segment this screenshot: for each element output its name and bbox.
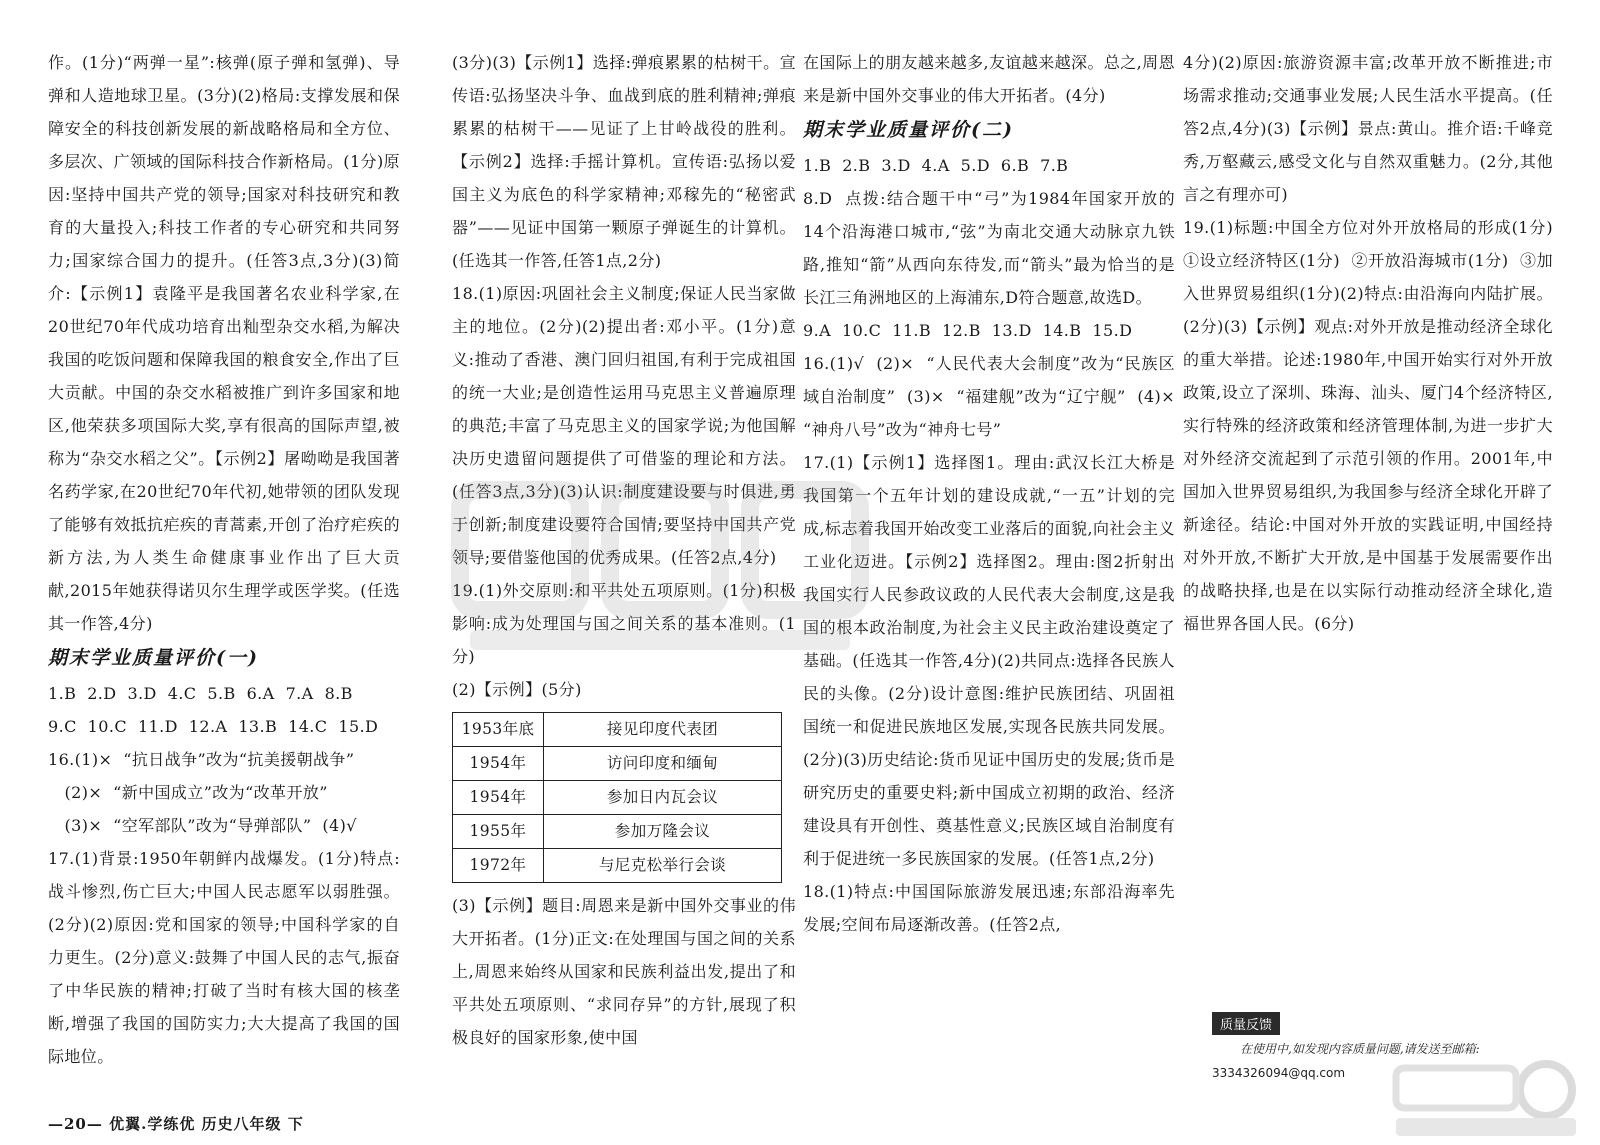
answer-line: (2)【示例】(5分) xyxy=(452,680,582,699)
feedback-label: 质量反馈 xyxy=(1212,1012,1280,1035)
table-row xyxy=(453,781,782,815)
answer-text: 18.(1)特点:中国国际旅游发展迅速;东部沿海率先发展;空间布局逐渐改善。(任答2点, xyxy=(803,882,1175,934)
answer-line: (2)× “新中国成立”改为“改革开放” xyxy=(48,783,328,802)
table-cell: 访问印度和缅甸 xyxy=(544,747,782,781)
column-4 xyxy=(1183,46,1564,640)
answer-text: 在国际上的朋友越来越多,友谊越来越深。总之,周恩来是新中国外交事业的伟大开拓者。(4分) xyxy=(803,53,1175,105)
answer-text: 19.(1)标题:中国全方位对外开放格局的形成(1分) ①设立经济特区(1分) ②开放沿海城市(1分) ③加入世界贸易组织(1分)(2)特点:由沿海向内陆扩展。(2分)(3)【示例】观点:对外开放是推动经济全球化的重大举措。论述:1980年,中国开始实行对外开放政策,设立了深圳、珠海、汕头、厦门4个经济特区,实行特殊的经济政策和经济管理体制,为进一步扩大对外经济交流起到了示范引领的作用。2001年,中国加入世界贸易组织,为我国参与经济全球化开辟了新途径。结论:中国对外开放的实践证明,中国经持对外开放,不断扩大开放,是中国基于发展需要作出的战略抉择,也是在以实际行动推动经济全球化,造福世界各国人民。(6分) xyxy=(1183,218,1564,633)
table-row xyxy=(453,815,782,849)
table-cell: 1954年 xyxy=(453,747,544,781)
answer-text: 17.(1)背景:1950年朝鲜内战爆发。(1分)特点:战斗惨烈,伤亡巨大;中国人民志愿军以弱胜强。(2分)(2)原因:党和国家的领导;中国科学家的自力更生。(2分)意义:鼓舞了中国人民的志气,振奋了中华民族的精神;打破了当时有核大国的核垄断,增强了我国的国防实力;大大提高了我国的国际地位。 xyxy=(48,849,400,1066)
answer-text: 4分)(2)原因:旅游资源丰富;改革开放不断推进;市场需求推动;交通事业发展;人民生活水平提高。(任答2点,4分)(3)【示例】景点:黄山。推介语:千峰竞秀,万壑藏云,感受文化与自然双重魅力。(2分,其他言之有理亦可) xyxy=(1183,53,1553,204)
answer-line: 9.C 10.C 11.D 12.A 13.B 14.C 15.D xyxy=(48,717,379,736)
corner-logo xyxy=(1386,1058,1586,1142)
table-cell: 参加日内瓦会议 xyxy=(544,781,782,815)
column-2 xyxy=(452,46,796,1054)
table-cell: 1972年 xyxy=(453,849,544,883)
feedback-email: 3334326094@qq.com xyxy=(1212,1066,1346,1080)
answer-text: 8.D 点拨:结合题干中“弓”为1984年国家开放的14个沿海港口城市,“弦”为南北交通大动脉京九铁路,推知“箭”从西向东待发,而“箭头”最为恰当的是长江三角洲地区的上海浦东,D符合题意,故选D。 xyxy=(803,189,1175,307)
section-heading-2: 期末学业质量评价(二) xyxy=(803,119,1014,141)
answer-text: (3分)(3)【示例1】选择:弹痕累累的枯树干。宣传语:弘扬坚决斗争、血战到底的胜利精神;弹痕累累的枯树干——见证了上甘岭战役的胜利。【示例2】选择:手摇计算机。宣传语:弘扬以爱国主义为底色的科学家精神;邓稼先的“秘密武器”——见证中国第一颗原子弹诞生的计算机。(任选其一作答,任答1点,2分) xyxy=(452,53,796,270)
page-footer: —20— 优翼.学练优 历史八年级 下 xyxy=(48,1115,304,1133)
answer-line: 9.A 10.C 11.B 12.B 13.D 14.B 15.D xyxy=(803,321,1133,340)
table-cell: 接见印度代表团 xyxy=(544,713,782,747)
answer-line: 1.B 2.B 3.D 4.A 5.D 6.B 7.B xyxy=(803,156,1069,175)
answer-line: 16.(1)× “抗日战争”改为“抗美援朝战争” xyxy=(48,750,355,769)
table-cell: 1953年底 xyxy=(453,713,544,747)
table-cell: 1954年 xyxy=(453,781,544,815)
table-cell: 参加万隆会议 xyxy=(544,815,782,849)
column-3 xyxy=(803,46,1186,941)
diplomacy-table xyxy=(452,712,782,883)
answer-text: 18.(1)原因:巩固社会主义制度;保证人民当家做主的地位。(2分)(2)提出者:邓小平。(1分)意义:推动了香港、澳门回归祖国,有利于完成祖国的统一大业;是创造性运用马克思主义普遍原理的典范;丰富了马克思主义的国家学说;为他国解决历史遗留问题提供了可借鉴的理论和方法。(任答3点,3分)(3)认识:制度建设要与时俱进,勇于创新;制度建设要符合国情;要坚持中国共产党领导;要借鉴他国的优秀成果。(任答2点,4分) xyxy=(452,284,796,567)
answer-line: (3)× “空军部队”改为“导弹部队” (4)√ xyxy=(48,816,357,835)
section-heading-1: 期末学业质量评价(一) xyxy=(48,647,259,669)
column-1 xyxy=(48,46,400,1073)
answer-line: 1.B 2.D 3.D 4.C 5.B 6.A 7.A 8.B xyxy=(48,684,353,703)
answer-text: 17.(1)【示例1】选择图1。理由:武汉长江大桥是我国第一个五年计划的建设成就,“一五”计划的完成,标志着我国开始改变工业落后的面貌,向社会主义工业化迈进。【示例2】选择图2。理由:图2折射出我国实行人民参政议政的人民代表大会制度,这是我国的根本政治制度,为社会主义民主政治建设奠定了基础。(任选其一作答,4分)(2)共同点:选择各民族人民的头像。(2分)设计意图:维护民族团结、巩固祖国统一和促进民族地区发展,实现各民族共同发展。(2分)(3)历史结论:货币见证中国历史的发展;货币是研究历史的重要史料;新中国成立初期的政治、经济建设具有开创性、奠基性意义;民族区域自治制度有利于促进统一多民族国家的发展。(任答1点,2分) xyxy=(803,453,1175,868)
answer-text: 作。(1分)“两弹一星”:核弹(原子弹和氢弹)、导弹和人造地球卫星。(3分)(2)格局:支撑发展和保障安全的科技创新发展的新战略格局和全方位、多层次、广领域的国际科技合作新格局。(1分)原因:坚持中国共产党的领导;国家对科技研究和教育的大量投入;科技工作者的专心研究和共同努力;国家综合国力的提升。(任答3点,3分)(3)简介:【示例1】袁隆平是我国著名农业科学家,在20世纪70年代成功培育出籼型杂交水稻,为解决我国的吃饭问题和保障我国的粮食安全,作出了巨大贡献。中国的杂交水稻被推广到许多国家和地区,他荣获多项国际大奖,享有很高的国际声望,被称为“杂交水稻之父”。【示例2】屠呦呦是我国著名药学家,在20世纪70年代初,她带领的团队发现了能够有效抵抗疟疾的青蒿素,开创了治疗疟疾的新方法,为人类生命健康事业作出了巨大贡献,2015年她获得诺贝尔生理学或医学奖。(任选其一作答,4分) xyxy=(48,53,400,633)
answer-text: 16.(1)√ (2)× “人民代表大会制度”改为“民族区域自治制度” (3)× “福建舰”改为“辽宁舰” (4)× “神舟八号”改为“神舟七号” xyxy=(803,354,1186,439)
table-row xyxy=(453,713,782,747)
table-row xyxy=(453,747,782,781)
table-cell: 与尼克松举行会谈 xyxy=(544,849,782,883)
answer-text: 19.(1)外交原则:和平共处五项原则。(1分)积极影响:成为处理国与国之间关系的基本准则。(1分) xyxy=(452,581,796,666)
table-cell: 1955年 xyxy=(453,815,544,849)
feedback-text: 在使用中,如发现内容质量问题,请发送至邮箱: xyxy=(1240,1042,1480,1056)
answer-text: (3)【示例】题目:周恩来是新中国外交事业的伟大开拓者。(1分)正文:在处理国与国之间的关系上,周恩来始终从国家和民族利益出发,提出了和平共处五项原则、“求同存异”的方针,展现了积极良好的国家形象,使中国 xyxy=(452,896,796,1047)
table-row xyxy=(453,849,782,883)
